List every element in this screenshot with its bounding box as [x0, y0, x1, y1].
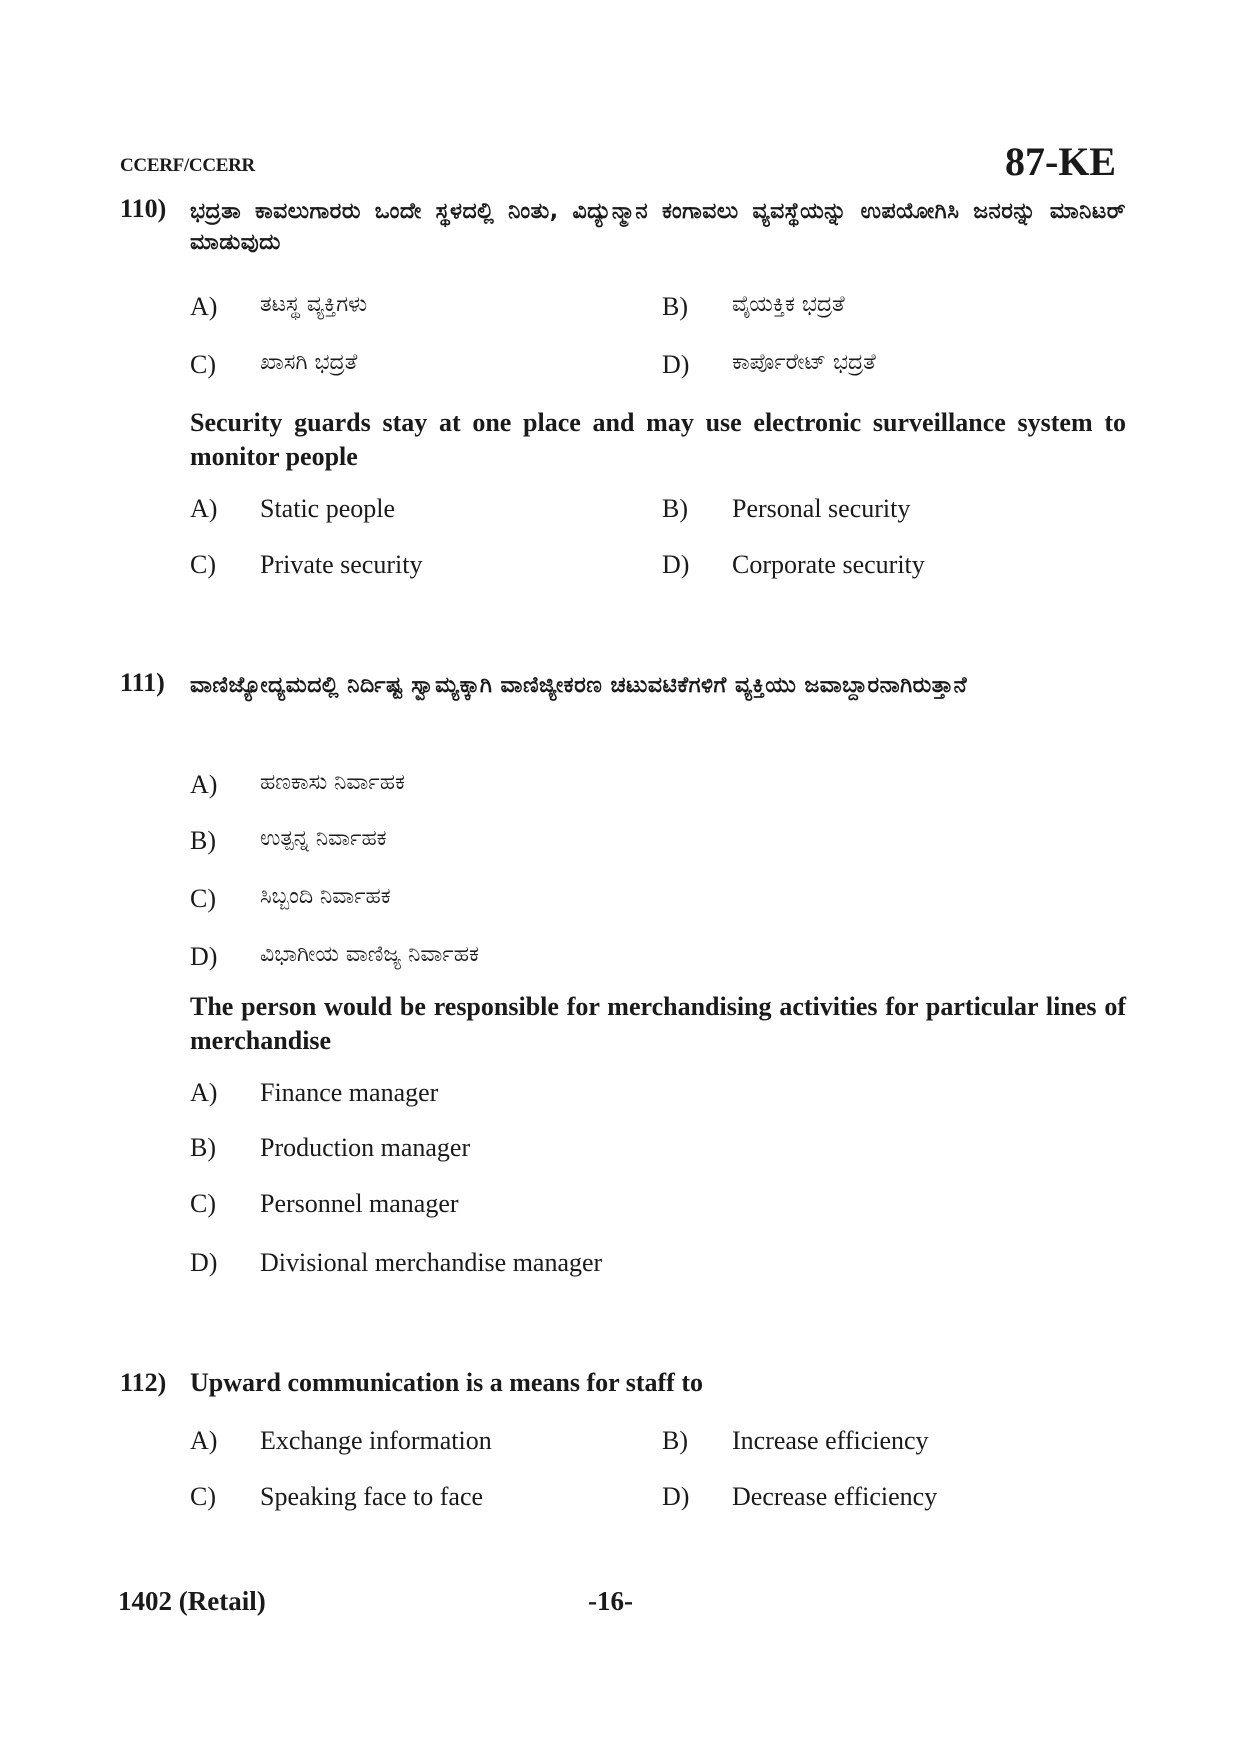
footer-subject-code: 1402 (Retail) — [118, 1586, 266, 1616]
paper-code-right: 87-KE — [1005, 139, 1117, 184]
q110-kn-option-d: D) ಕಾರ್ಪೊರೇಟ್ ಭದ್ರತೆ — [662, 350, 876, 379]
question-111-number: 111) — [120, 668, 165, 697]
q111-en-option-d: D) Divisional merchandise manager — [190, 1248, 603, 1277]
q110-en-option-a: A) Static people — [190, 494, 396, 523]
paper-code-left: CCERF/CCERR — [120, 155, 255, 176]
q111-en-option-c: C) Personnel manager — [190, 1189, 459, 1218]
q110-en-option-d: D) Corporate security — [662, 550, 925, 579]
q111-kn-option-a: A) ಹಣಕಾಸು ನಿರ್ವಾಹಕ — [190, 770, 405, 799]
question-110-number: 110) — [120, 194, 167, 223]
q110-kn-option-b: B) ವೈಯಕ್ತಿಕ ಭದ್ರತೆ — [662, 292, 845, 321]
q111-en-option-b: B) Production manager — [190, 1133, 471, 1162]
question-112-english: Upward communication is a means for staff to — [190, 1368, 703, 1397]
q112-en-option-d: D) Decrease efficiency — [662, 1482, 938, 1511]
q110-en-option-c: C) Private security — [190, 550, 423, 579]
question-111-english: The person would be responsible for merchandising activities for particular lines of merchandise — [190, 992, 1126, 1055]
question-110-english: Security guards stay at one place and may use electronic surveillance system to monitor people — [190, 408, 1126, 471]
q111-kn-option-c: C) ಸಿಬ್ಬಂದಿ ನಿರ್ವಾಹಕ — [190, 884, 391, 913]
q112-en-option-c: C) Speaking face to face — [190, 1482, 484, 1511]
question-110-kannada: ಭದ್ರತಾ ಕಾವಲುಗಾರರು ಒಂದೇ ಸ್ಥಳದಲ್ಲಿ ನಿಂತು, ವಿದ್ಯುನ್ಮಾನ ಕಂಗಾವಲು ವ್ಯವಸ್ಥೆಯನ್ನು ಉಪಯೋಗಿಸಿ ಜನರನ್ನು ಮಾನಿಟರ್ ಮಾಡುವುದು — [190, 199, 1126, 255]
question-112-number: 112) — [120, 1368, 167, 1397]
q110-kn-option-c: C) ಖಾಸಗಿ ಭದ್ರತೆ — [190, 350, 358, 379]
q111-en-option-a: A) Finance manager — [190, 1078, 439, 1107]
page-number: -16- — [588, 1586, 633, 1616]
q111-kn-option-b: B) ಉತ್ಪನ್ನ ನಿರ್ವಾಹಕ — [190, 826, 387, 855]
q110-kn-option-a: A) ತಟಸ್ಥ ವ್ಯಕ್ತಿಗಳು — [190, 292, 368, 321]
q112-en-option-a: A) Exchange information — [190, 1426, 492, 1455]
q112-en-option-b: B) Increase efficiency — [662, 1426, 929, 1455]
q110-en-option-b: B) Personal security — [662, 494, 911, 523]
q111-kn-option-d: D) ವಿಭಾಗೀಯ ವಾಣಿಜ್ಯ ನಿರ್ವಾಹಕ — [190, 942, 479, 971]
question-111-kannada: ವಾಣಿಜ್ಯೋದ್ಯಮದಲ್ಲಿ ನಿರ್ದಿಷ್ಟ ಸ್ವಾಮ್ಯಕ್ಕಾಗಿ ವಾಣಿಜ್ಯೀಕರಣ ಚಟುವಟಿಕೆಗಳಿಗೆ ವ್ಯಕ್ತಿಯು ಜವಾಬ್ದಾರನಾಗಿರುತ್ತಾನೆ — [190, 673, 968, 698]
